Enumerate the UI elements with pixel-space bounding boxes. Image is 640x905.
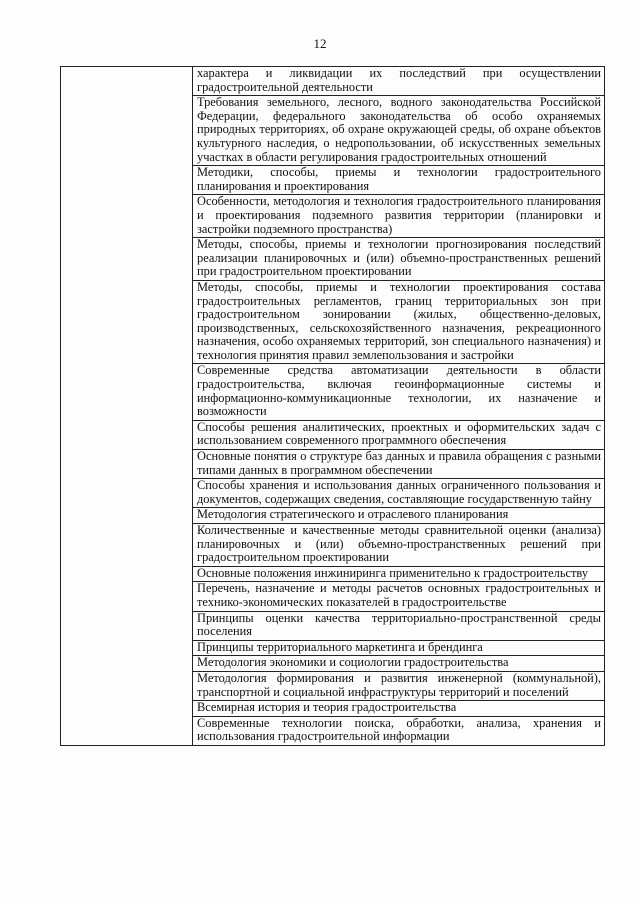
table-cell: [193, 479, 605, 508]
requirement-text: Перечень, назначение и методы расчетов основных градостроительных и технико-экономических показателей в градостроительстве: [197, 581, 601, 609]
requirement-text: Основные положения инжиниринга применительно к градостроительству: [197, 565, 589, 580]
requirement-text: Методология стратегического и отраслевого планирования: [197, 507, 509, 522]
requirement-text: Всемирная история и теория градостроительства: [197, 700, 457, 715]
table-cell: [193, 566, 605, 582]
table-cell: [193, 238, 605, 281]
requirement-text: Способы решения аналитических, проектных и оформительских задач с использованием современного программного обеспечения: [197, 419, 601, 448]
requirement-text: Современные технологии поиска, обработки, анализа, хранения и использования градостроительной информации: [197, 715, 601, 744]
requirement-text: Требования земельного, лесного, водного законодательства Российской Федерации, федерального законодательства об особо охраняемых природных территориях, об охране окружающей среды, об охране объектов культурного наследия, о недропользовании, об искусственных земельных участках в области регулирования градостроительных отношений: [197, 95, 601, 164]
requirement-text: Методология формирования и развития инженерной (коммунальной), транспортной и социальной инфраструктуры территорий и поселений: [197, 670, 601, 699]
table-cell: [193, 611, 605, 640]
table-cell: [193, 656, 605, 672]
table-cell: [193, 701, 605, 717]
requirement-text: Методы, способы, приемы и технологии прогнозирования последствий реализации планировочных и (или) объемно-пространственных решений при градостроительном проектировании: [197, 237, 601, 279]
table-cell: [193, 582, 605, 611]
knowledge-requirements-table: [60, 66, 605, 746]
page-number: 12: [313, 36, 327, 51]
table-cell: [193, 508, 605, 524]
table-cell: [193, 364, 605, 420]
table-cell: [193, 450, 605, 479]
requirement-text: характера и ликвидации их последствий при осуществлении градостроительной деятельности: [197, 66, 601, 94]
table-cell: [193, 195, 605, 238]
table-cell: [193, 640, 605, 656]
requirement-text: Способы хранения и использования данных ограниченного пользования и документов, содержащих сведения, составляющие государственную тайну: [197, 478, 601, 506]
table-cell: [193, 67, 605, 96]
requirement-text: Методология экономики и социологии градостроительства: [197, 655, 509, 670]
table-cell: [193, 166, 605, 195]
table-cell: [193, 716, 605, 745]
requirement-text: Методы, способы, приемы и технологии проектирования состава градостроительных регламентов, границ территориальных зон при градостроительном зонировании (жилых, общественно-деловых, производственных, сельскохозяйственного назначения, рекреационного назначения, особо охраняемых территорий, зон специального назначения) и технология принятия правил землепользования и застройки: [197, 279, 601, 362]
requirement-text: Принципы оценки качества территориально-пространственной среды поселения: [197, 610, 601, 639]
requirement-text: Особенности, методология и технология градостроительного планирования и проектирования подземного развития территории (планировки и застройки подземного пространства): [197, 194, 601, 236]
table-cell: [193, 671, 605, 700]
requirement-text: Основные понятия о структуре баз данных и правила обращения с разными типами данных в программном обеспечении: [197, 449, 601, 477]
requirement-text: Количественные и качественные методы сравнительной оценки (анализа) планировочных и (или) объемно-пространственных решений при градостроительном проектировании: [197, 523, 601, 565]
requirement-text: Современные средства автоматизации деятельности в области градостроительства, включая геоинформационные системы и информационно-коммуникационные технологии, их назначение и возможности: [197, 363, 601, 419]
table-row: [61, 67, 605, 96]
requirement-text: Методики, способы, приемы и технологии градостроительного планирования и проектирования: [197, 165, 601, 193]
left-column-cell: [61, 67, 193, 746]
table-cell: [193, 524, 605, 567]
table-cell: [193, 280, 605, 364]
table-cell: [193, 420, 605, 449]
table-cell: [193, 96, 605, 166]
requirement-text: Принципы территориального маркетинга и брендинга: [197, 639, 483, 654]
